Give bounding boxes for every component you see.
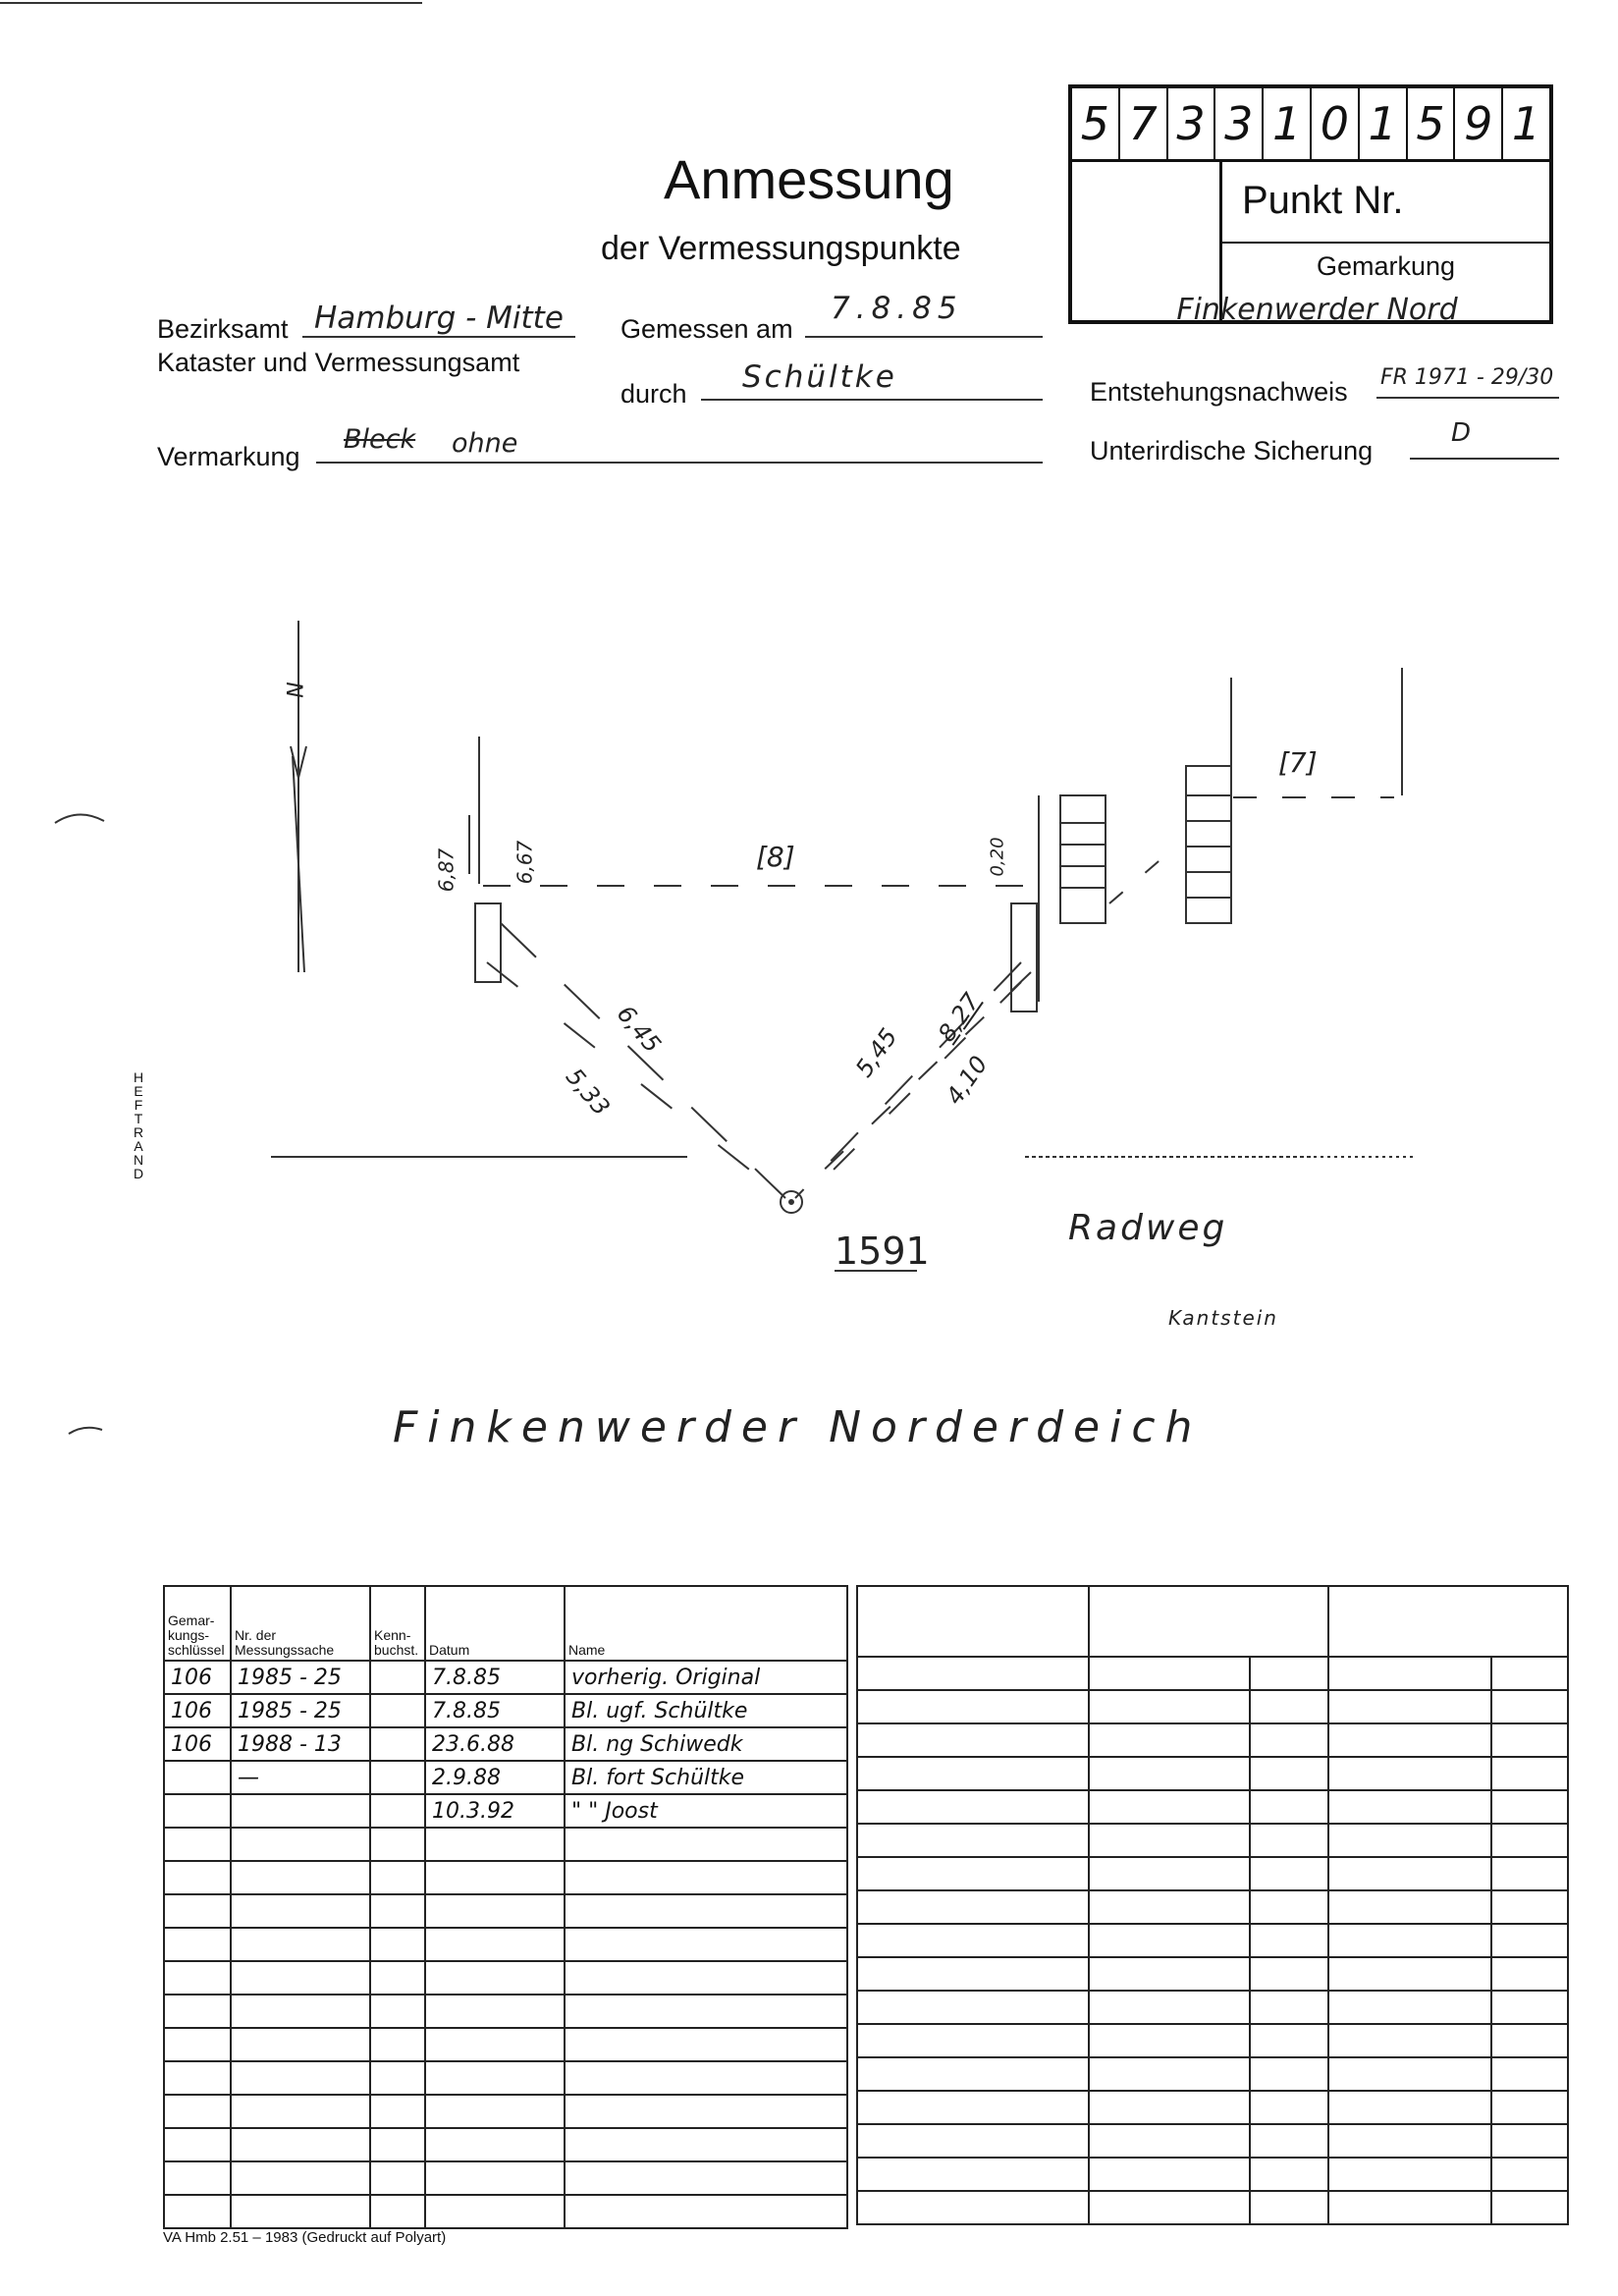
- table-cell: [857, 1723, 1089, 1757]
- table-cell: [1491, 1790, 1568, 1824]
- table-cell: [565, 1861, 847, 1894]
- digit: 5: [1072, 88, 1120, 159]
- table-cell: vorherig. Original: [565, 1661, 847, 1694]
- table-row: [857, 2024, 1568, 2057]
- table-cell: [1328, 1690, 1491, 1723]
- table-row: [857, 1790, 1568, 1824]
- point-digits: [1072, 88, 1549, 162]
- table-row: [857, 1991, 1568, 2024]
- table-cell: [164, 1894, 231, 1928]
- vermarkung-value: ohne: [452, 428, 518, 459]
- margin-mark: [69, 1428, 102, 1434]
- digit: 5: [1408, 88, 1456, 159]
- table-cell: [1328, 1723, 1491, 1757]
- col-header-kennbuchst: Kenn-buchst.: [370, 1586, 425, 1661]
- table-cell: [425, 1995, 565, 2028]
- table-cell: [370, 2095, 425, 2128]
- table-cell: [1089, 1890, 1250, 1924]
- table-cell: [1328, 2024, 1491, 2057]
- table-cell: 106: [164, 1727, 231, 1761]
- table-header-row: [164, 1586, 847, 1661]
- table-cell: [231, 1828, 370, 1861]
- measure-6-45: 6,45: [611, 1000, 667, 1059]
- table-cell: [425, 1861, 565, 1894]
- table-cell: [1250, 1723, 1328, 1757]
- table-cell: [857, 1757, 1089, 1790]
- table-cell: [857, 1957, 1089, 1991]
- table-cell: [857, 1890, 1089, 1924]
- table-cell: 106: [164, 1661, 231, 1694]
- table-cell: [565, 2161, 847, 2195]
- tie-line: [795, 962, 1021, 1198]
- table-row: [164, 1727, 847, 1761]
- table-cell: [1089, 2191, 1250, 2224]
- sicherung-value: D: [1451, 418, 1472, 448]
- table-cell: [857, 1657, 1089, 1690]
- table-cell: 23.6.88: [425, 1727, 565, 1761]
- table-cell: 7.8.85: [425, 1661, 565, 1694]
- top-edge-mark: [0, 2, 422, 4]
- table-row: [857, 1857, 1568, 1890]
- kantstein-label: Kantstein: [1168, 1306, 1278, 1330]
- table-row: [857, 1586, 1568, 1657]
- table-row: [857, 1690, 1568, 1723]
- table-cell: 7.8.85: [425, 1694, 565, 1727]
- table-cell: [1250, 1690, 1328, 1723]
- table-row: [164, 1794, 847, 1828]
- table-row: [164, 1828, 847, 1861]
- table-cell: [1328, 2091, 1491, 2124]
- table-cell: [565, 2028, 847, 2061]
- tie-line: [805, 982, 1021, 1198]
- table-cell: [370, 1995, 425, 2028]
- digit: 7: [1120, 88, 1168, 159]
- table-cell: [1250, 1924, 1328, 1957]
- measure-6-67: 6,67: [512, 840, 537, 885]
- table-cell: [370, 2195, 425, 2228]
- table-cell: [565, 2128, 847, 2161]
- table-cell: [370, 2128, 425, 2161]
- radweg-label: Radweg: [1068, 1208, 1228, 1248]
- col-header-datum: Datum: [425, 1586, 565, 1661]
- table-cell: [1089, 2024, 1250, 2057]
- form-footer: VA Hmb 2.51 – 1983 (Gedruckt auf Polyart): [163, 2229, 447, 2246]
- table-cell: [425, 1961, 565, 1995]
- table-cell: [370, 1794, 425, 1828]
- page-title: Anmessung: [664, 148, 954, 210]
- table-cell: [231, 2095, 370, 2128]
- table-cell: [1089, 1723, 1250, 1757]
- measure-8-27: 8,27: [932, 988, 986, 1047]
- table-cell: [425, 2028, 565, 2061]
- table-cell: [231, 2128, 370, 2161]
- col-header-gemarkung: Gemar-kungs-schlüssel: [164, 1586, 231, 1661]
- table-cell: [1328, 1924, 1491, 1957]
- vermarkung-line: [316, 462, 1043, 464]
- table-row: [164, 1928, 847, 1961]
- page-subtitle: der Vermessungspunkte: [601, 230, 961, 267]
- table-cell: [231, 2061, 370, 2095]
- sicherung-label: Unterirdische Sicherung: [1090, 436, 1374, 465]
- table-cell: [425, 1828, 565, 1861]
- table-row: [164, 2128, 847, 2161]
- table-cell: [370, 1928, 425, 1961]
- vermarkung-struck: Bleck: [344, 424, 416, 455]
- table-cell: [164, 2061, 231, 2095]
- table-cell: [1328, 1657, 1491, 1690]
- table-cell: [164, 2161, 231, 2195]
- table-row: [164, 2061, 847, 2095]
- table-cell: —: [231, 1761, 370, 1794]
- table-cell: [1250, 1657, 1328, 1690]
- point-number-label: 1591: [835, 1230, 930, 1273]
- table-row: [857, 1957, 1568, 1991]
- table-cell: 1985 - 25: [231, 1694, 370, 1727]
- table-cell: [1250, 1790, 1328, 1824]
- table-cell: 10.3.92: [425, 1794, 565, 1828]
- table-cell: [1328, 1757, 1491, 1790]
- table-cell: [1491, 2158, 1568, 2191]
- table-cell: [164, 2128, 231, 2161]
- digit: 9: [1455, 88, 1503, 159]
- gemessen-line: [805, 336, 1043, 338]
- table-cell: [565, 2195, 847, 2228]
- table-row: [857, 1723, 1568, 1757]
- digit: 0: [1312, 88, 1360, 159]
- entstehung-line: [1376, 397, 1559, 399]
- table-cell: [1491, 2124, 1568, 2158]
- table-cell: [1250, 2124, 1328, 2158]
- records-table: [163, 1585, 848, 2229]
- table-cell: 1988 - 13: [231, 1727, 370, 1761]
- table-cell: [370, 1761, 425, 1794]
- table-cell: [164, 1928, 231, 1961]
- table-cell: [565, 1995, 847, 2028]
- table-cell: 106: [164, 1694, 231, 1727]
- table-cell: [565, 1928, 847, 1961]
- table-cell: [164, 1861, 231, 1894]
- table-cell: [857, 2158, 1089, 2191]
- table-cell: [1089, 1757, 1250, 1790]
- table-cell: [370, 1861, 425, 1894]
- table-cell: [1250, 2158, 1328, 2191]
- table-cell: [1089, 2124, 1250, 2158]
- bezirksamt-line: [302, 336, 575, 338]
- table-cell: [1328, 2057, 1491, 2091]
- table-cell: [1491, 1824, 1568, 1857]
- table-cell: [231, 1995, 370, 2028]
- table-row: [164, 2195, 847, 2228]
- table-cell: [164, 2095, 231, 2128]
- table-cell: [370, 1694, 425, 1727]
- table-cell: 1985 - 25: [231, 1661, 370, 1694]
- table-cell: [1089, 1857, 1250, 1890]
- table-cell: [1491, 1757, 1568, 1790]
- blank-table: [856, 1585, 1569, 2225]
- margin-mark: [55, 814, 104, 823]
- table-cell: [857, 2191, 1089, 2224]
- table-cell: 2.9.88: [425, 1761, 565, 1794]
- table-cell: [857, 1857, 1089, 1890]
- stairs-rect: [1060, 795, 1106, 923]
- sicherung-line: [1410, 458, 1559, 460]
- table-row: [164, 2095, 847, 2128]
- table-row: [857, 2091, 1568, 2124]
- table-cell: [425, 1894, 565, 1928]
- table-row: [857, 1757, 1568, 1790]
- table-cell: Bl. ugf. Schültke: [565, 1694, 847, 1727]
- vermarkung-label: Vermarkung: [157, 442, 300, 471]
- table-cell: [857, 1790, 1089, 1824]
- table-cell: [1089, 1991, 1250, 2024]
- stairs-rect: [1186, 766, 1231, 923]
- table-row: [857, 1657, 1568, 1690]
- measure-7: [7]: [1278, 746, 1318, 779]
- table-cell: [231, 1794, 370, 1828]
- table-cell: [1250, 2057, 1328, 2091]
- table-cell: [231, 2028, 370, 2061]
- table-cell: [857, 1824, 1089, 1857]
- table-cell: [370, 2061, 425, 2095]
- table-cell: [1250, 1991, 1328, 2024]
- durch-value: Schültke: [742, 359, 897, 395]
- table-row: [857, 2124, 1568, 2158]
- table-cell: [370, 1894, 425, 1928]
- table-cell: [425, 2061, 565, 2095]
- table-cell: [1089, 1824, 1250, 1857]
- entstehung-value: FR 1971 - 29/30: [1380, 365, 1554, 390]
- digit: 3: [1168, 88, 1216, 159]
- table-cell: [1089, 1957, 1250, 1991]
- table-cell: [1250, 1957, 1328, 1991]
- table-cell: [857, 1924, 1089, 1957]
- table-cell: [425, 2195, 565, 2228]
- table-row: [857, 2191, 1568, 2224]
- measure-8: [8]: [756, 841, 795, 873]
- table-cell: [1089, 1924, 1250, 1957]
- digit: 1: [1264, 88, 1312, 159]
- table-row: [164, 1761, 847, 1794]
- table-cell: [1491, 2091, 1568, 2124]
- table-row: [857, 2057, 1568, 2091]
- table-row: [164, 1961, 847, 1995]
- table-cell: [565, 1961, 847, 1995]
- table-cell: [1089, 1657, 1250, 1690]
- table-cell: Bl. ng Schiwedk: [565, 1727, 847, 1761]
- table-cell: [857, 2057, 1089, 2091]
- table-row: [164, 1694, 847, 1727]
- table-cell: [565, 2095, 847, 2128]
- table-row: [164, 2161, 847, 2195]
- kataster-label: Kataster und Vermessungsamt: [157, 348, 520, 377]
- punkt-panel: [1176, 159, 1549, 327]
- table-cell: [1491, 1723, 1568, 1757]
- table-cell: [1328, 1890, 1491, 1924]
- col-header-name: Name: [565, 1586, 847, 1661]
- table-cell: [370, 1828, 425, 1861]
- gemessen-value: 7.8.85: [831, 291, 963, 326]
- table-cell: [1250, 2191, 1328, 2224]
- table-cell: [231, 1894, 370, 1928]
- diagonal-line: [1109, 845, 1178, 903]
- gemarkung-value: Finkenwerder Nord: [1176, 293, 1458, 327]
- table-cell: [1250, 1757, 1328, 1790]
- table-cell: [164, 1828, 231, 1861]
- table-row: [164, 1894, 847, 1928]
- digit: 1: [1511, 97, 1541, 150]
- table-cell: [1328, 1790, 1491, 1824]
- gemarkung-label: Gemarkung: [1316, 251, 1456, 281]
- table-cell: [1328, 2158, 1491, 2191]
- table-cell: [370, 2028, 425, 2061]
- table-cell: [1328, 2191, 1491, 2224]
- table-cell: [231, 1928, 370, 1961]
- table-cell: [1089, 2091, 1250, 2124]
- table-cell: [565, 1828, 847, 1861]
- table-cell: [1491, 2191, 1568, 2224]
- table-cell: [231, 2161, 370, 2195]
- divider: [1222, 242, 1549, 244]
- measure-0-20: 0,20: [987, 837, 1008, 877]
- col-header-messungssache: Nr. der Messungssache: [231, 1586, 370, 1661]
- table-cell: [857, 2124, 1089, 2158]
- table-cell: [425, 1928, 565, 1961]
- entstehung-label: Entstehungsnachweis: [1090, 377, 1348, 407]
- table-cell: [1089, 2057, 1250, 2091]
- tie-line: [487, 962, 785, 1198]
- bezirksamt-label: Bezirksamt: [157, 314, 289, 344]
- measure-4-10: 4,10: [940, 1051, 994, 1110]
- table-cell: [164, 2028, 231, 2061]
- table-row: [164, 1995, 847, 2028]
- gemessen-label: Gemessen am: [620, 314, 793, 344]
- table-cell: [1328, 2124, 1491, 2158]
- table-cell: [164, 1995, 231, 2028]
- table-cell: [1491, 2024, 1568, 2057]
- durch-label: durch: [620, 379, 687, 409]
- table-cell: [1089, 1586, 1328, 1657]
- north-label: N: [284, 682, 309, 698]
- survey-sketch: [0, 550, 1618, 1493]
- table-cell: [1328, 1957, 1491, 1991]
- table-cell: [1491, 1857, 1568, 1890]
- tie-line: [815, 972, 1031, 1178]
- table-cell: [1491, 1690, 1568, 1723]
- table-cell: [231, 1861, 370, 1894]
- table-cell: " " Joost: [565, 1794, 847, 1828]
- building-rect: [1011, 903, 1037, 1011]
- table-row: [857, 1924, 1568, 1957]
- table-cell: [1250, 1890, 1328, 1924]
- table-cell: [565, 1894, 847, 1928]
- table-cell: [370, 1661, 425, 1694]
- table-cell: [425, 2095, 565, 2128]
- table-cell: [1250, 1857, 1328, 1890]
- table-cell: Bl. fort Schültke: [565, 1761, 847, 1794]
- table-cell: [1491, 1991, 1568, 2024]
- table-cell: [1089, 1690, 1250, 1723]
- table-cell: [1491, 2057, 1568, 2091]
- table-cell: [164, 1961, 231, 1995]
- table-row: [857, 2158, 1568, 2191]
- table-cell: [1250, 2024, 1328, 2057]
- measure-5-45: 5,45: [849, 1023, 903, 1082]
- table-cell: [565, 2061, 847, 2095]
- table-cell: [857, 1690, 1089, 1723]
- table-cell: [231, 1961, 370, 1995]
- table-cell: [1491, 1890, 1568, 1924]
- table-cell: [1250, 1824, 1328, 1857]
- table-cell: [1089, 2158, 1250, 2191]
- punkt-label: Punkt Nr.: [1242, 179, 1404, 222]
- table-cell: [425, 2161, 565, 2195]
- table-row: [857, 1890, 1568, 1924]
- table-cell: [231, 2195, 370, 2228]
- table-cell: [1491, 1657, 1568, 1690]
- survey-point-center: [789, 1200, 793, 1204]
- table-cell: [370, 1727, 425, 1761]
- table-cell: [857, 1586, 1089, 1657]
- table-cell: [425, 2128, 565, 2161]
- table-cell: [1328, 1586, 1568, 1657]
- table-cell: [857, 1991, 1089, 2024]
- measure-5-33: 5,33: [560, 1063, 616, 1121]
- table-cell: [1328, 1991, 1491, 2024]
- table-cell: [370, 1961, 425, 1995]
- table-cell: [857, 2091, 1089, 2124]
- digit: 3: [1215, 88, 1264, 159]
- table-row: [164, 1861, 847, 1894]
- table-row: [857, 1824, 1568, 1857]
- table-cell: [1328, 1857, 1491, 1890]
- table-cell: [1491, 1957, 1568, 1991]
- table-row: [164, 2028, 847, 2061]
- table-row: [164, 1661, 847, 1694]
- digit: 1: [1360, 88, 1408, 159]
- table-cell: [164, 1794, 231, 1828]
- table-cell: [370, 2161, 425, 2195]
- table-cell: [857, 2024, 1089, 2057]
- table-cell: [1328, 1824, 1491, 1857]
- heftrand-label: HEFTRAND: [133, 1069, 144, 1181]
- durch-line: [701, 399, 1043, 401]
- measure-6-87: 6,87: [434, 847, 458, 893]
- bezirksamt-value: Hamburg - Mitte: [314, 301, 564, 336]
- table-cell: [164, 1761, 231, 1794]
- table-cell: [1250, 2091, 1328, 2124]
- table-cell: [1491, 1924, 1568, 1957]
- point-number-box: [1068, 84, 1553, 327]
- table-cell: [1089, 1790, 1250, 1824]
- street-label: Finkenwerder Norderdeich: [393, 1402, 1203, 1452]
- table-cell: [164, 2195, 231, 2228]
